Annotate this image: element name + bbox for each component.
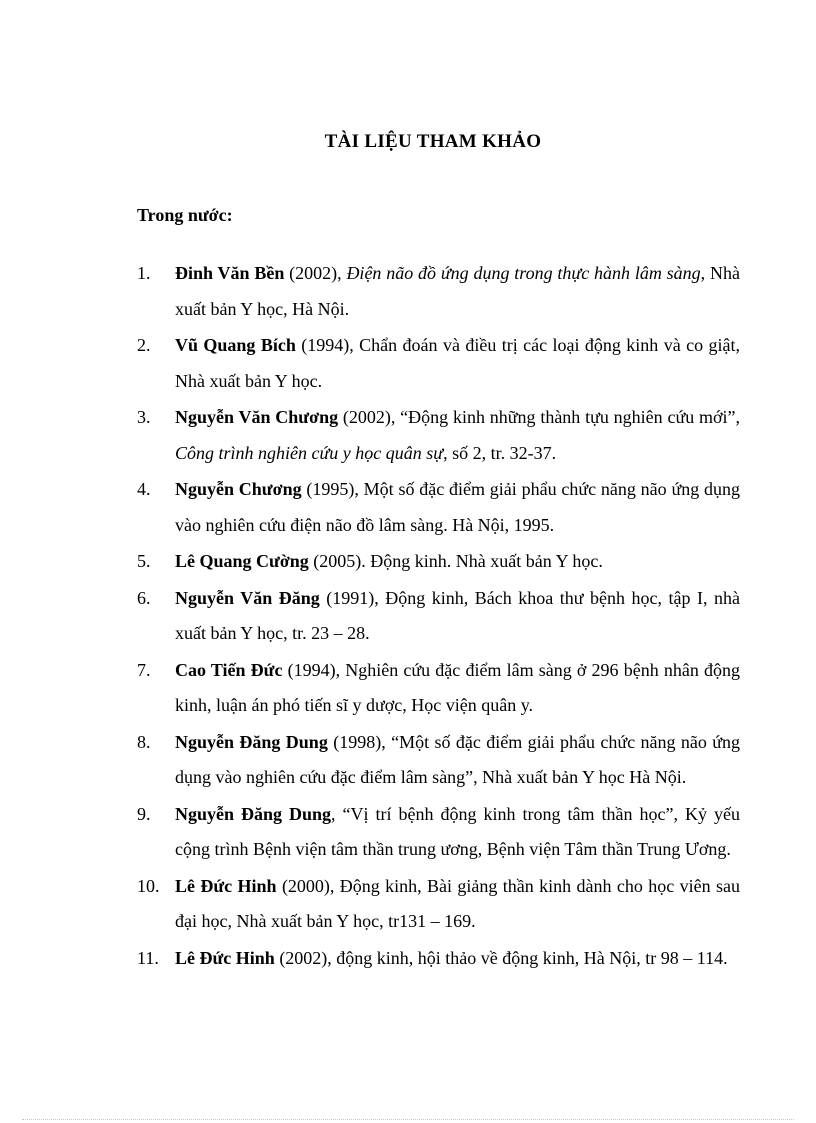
reference-author: Vũ Quang Bích [175, 335, 296, 355]
reference-number: 4. [137, 479, 151, 499]
page-bottom-divider [22, 1119, 794, 1120]
reference-author: Lê Quang Cường [175, 551, 309, 571]
reference-item [137, 581, 740, 652]
reference-text: (2002), động kinh, hội thảo về động kinh, Hà Nội, tr 98 – 114. [274, 947, 728, 968]
reference-text: (1991), Động kinh, Bách khoa thư bệnh học, tập I, nhà xuất bản Y học, tr. 23 – 28. [175, 587, 740, 643]
reference-author: Lê Đức Hinh [175, 947, 275, 968]
reference-text: (2005). Động kinh. Nhà xuất bản Y học. [308, 551, 603, 571]
reference-text: (1994), Nghiên cứu đặc điểm lâm sàng ở 296 bệnh nhân động kinh, luận án phó tiến sĩ y dược, Học viện quân y. [175, 659, 740, 715]
reference-item [137, 400, 740, 471]
reference-author: Nguyễn Đăng Dung [175, 803, 332, 824]
reference-number: 7. [137, 659, 151, 680]
reference-number: 10. [137, 875, 160, 896]
reference-author: Nguyễn Chương [175, 479, 302, 499]
section-heading: Trong nước: [137, 205, 233, 225]
reference-number: 5. [137, 551, 151, 571]
reference-list [137, 256, 740, 977]
reference-item [137, 869, 740, 940]
reference-author: Đinh Văn Bền [175, 263, 285, 283]
reference-text: (2002), “Động kinh những thành tựu nghiên cứu mới”, [338, 407, 741, 427]
reference-author: Cao Tiến Đức [175, 659, 283, 680]
reference-text: (1994), Chẩn đoán và điều trị các loại động kinh và co giật, Nhà xuất bản Y học. [175, 335, 740, 391]
reference-item [137, 472, 740, 543]
reference-title-italic: Điện não đồ ứng dụng trong thực hành lâm sàng [346, 263, 701, 283]
reference-item [137, 941, 740, 977]
reference-number: 9. [137, 803, 151, 824]
reference-number: 8. [137, 731, 151, 752]
reference-item [137, 328, 740, 399]
reference-number: 6. [137, 587, 151, 608]
reference-number: 1. [137, 263, 151, 283]
reference-text: (1998), “Một số đặc điểm giải phẩu chức năng não ứng dụng vào nghiên cứu đặc điểm lâm sàng”, Nhà xuất bản Y học Hà Nội. [175, 731, 740, 787]
reference-text: , số 2, tr. 32-37. [443, 442, 557, 463]
reference-title-italic: Công trình nghiên cứu y học quân sự [175, 442, 444, 463]
reference-text: (1995), Một số đặc điểm giải phẩu chức năng não ứng dụng vào nghiên cứu điện não đồ lâm sàng. Hà Nội, 1995. [175, 479, 740, 535]
reference-text: , Nhà xuất bản Y học, Hà Nội. [175, 263, 740, 319]
reference-number: 3. [137, 407, 151, 427]
reference-author: Nguyễn Đăng Dung [175, 731, 328, 752]
reference-item [137, 544, 740, 580]
reference-item [137, 256, 740, 327]
reference-text: (2000), Động kinh, Bài giảng thần kinh dành cho học viên sau đại học, Nhà xuất bản Y học, tr131 – 169. [175, 875, 740, 931]
reference-text: (2002), [284, 263, 347, 283]
reference-item [137, 797, 740, 868]
reference-author: Nguyễn Văn Đăng [175, 587, 320, 608]
reference-item [137, 725, 740, 796]
page-title: TÀI LIỆU THAM KHẢO [324, 131, 542, 152]
reference-number: 11. [137, 947, 159, 968]
reference-author: Lê Đức Hinh [175, 875, 277, 896]
reference-number: 2. [137, 335, 151, 355]
reference-text: , “Vị trí bệnh động kinh trong tâm thần học”, Kỷ yếu cộng trình Bệnh viện tâm thần trung ương, Bệnh viện Tâm thần Trung Ương. [175, 803, 740, 859]
reference-author: Nguyễn Văn Chương [175, 407, 339, 427]
reference-item [137, 653, 740, 724]
